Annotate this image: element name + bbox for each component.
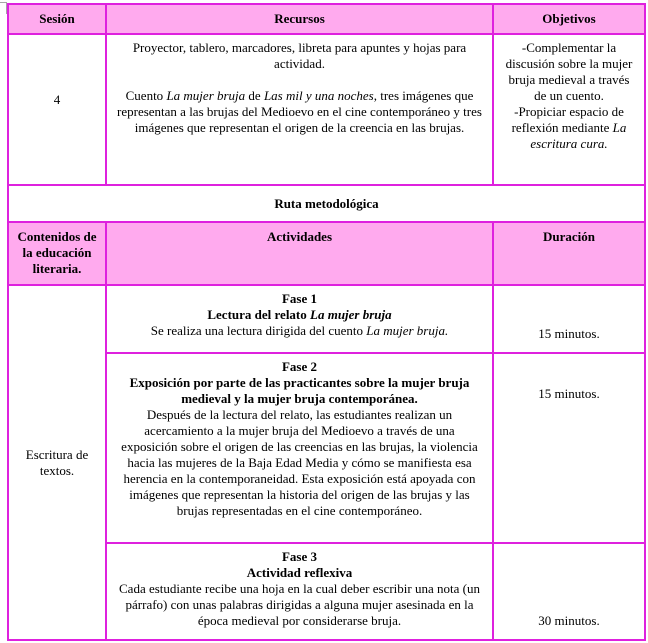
header-label-sesion: Sesión [39, 11, 75, 26]
duracion-fase-2: 15 minutos. [538, 386, 600, 401]
italic-title-las-mil-y-una-noches: Las mil y una noches [263, 88, 374, 103]
text-run: Cuento [125, 88, 167, 103]
header-label-duracion: Duración [543, 229, 595, 244]
header-cell-actividades [106, 222, 493, 285]
fase2-title: Fase 2 [281, 359, 318, 374]
cell-fase-1 [106, 285, 493, 353]
text-run: de [245, 88, 264, 103]
recursos-paragraph-2 [115, 88, 484, 136]
header-cell-recursos [106, 4, 493, 34]
table-row [8, 4, 645, 34]
lesson-plan-table [7, 3, 646, 641]
cell-duracion-fase-3 [493, 543, 645, 640]
italic-title-la-mujer-bruja: La mujer bruja [310, 307, 392, 322]
cell-session-number [8, 34, 106, 185]
table-row [8, 285, 645, 353]
table-row [8, 185, 645, 222]
header-label-objetivos: Objetivos [542, 11, 596, 26]
italic-title-la-escritura-cura: La escritura cura. [530, 120, 627, 151]
fase2-subtitle: Exposición por parte de las practicantes sobre la mujer bruja medieval y la mujer bruja contemporánea. [129, 375, 470, 406]
header-cell-objetivos [493, 4, 645, 34]
contenidos-value: Escritura de textos. [25, 446, 89, 478]
italic-title-la-mujer-bruja: La mujer bruja. [366, 323, 449, 338]
header-label-actividades: Actividades [267, 229, 332, 244]
table-row [8, 222, 645, 285]
cell-duracion-fase-2 [493, 353, 645, 543]
text-run: -Propiciar espacio de reflexión mediante [511, 104, 624, 135]
cell-duracion-fase-1 [493, 285, 645, 353]
text-run: , tres imágenes que representan a las brujas del Medioevo en el cine contemporáneo y tres imágenes que representan el origen de la creencia en las brujas. [117, 88, 482, 135]
session-number: 4 [53, 92, 61, 107]
cell-objetivos [493, 34, 645, 185]
duracion-fase-3: 30 minutos. [538, 613, 600, 628]
italic-title-la-mujer-bruja: La mujer bruja [166, 88, 246, 103]
duracion-fase-1: 15 minutos. [538, 326, 600, 341]
fase3-title: Fase 3 [281, 549, 318, 564]
fase3-body: Cada estudiante recibe una hoja en la cual deber escribir una nota (un párrafo) con unas palabras dirigidas a alguna mujer asesinada en la época medieval por considerarse bruja. [119, 581, 480, 628]
objetivo-paragraph-1: -Complementar la discusión sobre la mujer bruja medieval a través de un cuento. [505, 40, 633, 103]
fase3-subtitle: Actividad reflexiva [246, 565, 353, 580]
ruta-title: Ruta metodológica [274, 195, 379, 211]
header-cell-contenidos [8, 222, 106, 285]
cell-fase-2 [106, 353, 493, 543]
cell-recursos [106, 34, 493, 185]
text-run: Se realiza una lectura dirigida del cuento [150, 323, 367, 338]
text-run: Lectura del relato [207, 307, 311, 322]
fase2-body: Después de la lectura del relato, las estudiantes realizan un acercamiento a la mujer bruja del Medioevo a través de una exposición sobre el origen de las creencias en las brujas, la violencia hacia las mujeres de la Baja Edad Media y cómo se manifiesta esa herencia en la contemporaneidad. Esta exposición está apoyada con imágenes que representan la historia del origen de las brujas y las brujas representadas en el cine contemporáneo. [121, 407, 478, 518]
fase1-body [115, 323, 484, 339]
header-cell-sesion [8, 4, 106, 34]
fase1-title: Fase 1 [281, 291, 318, 306]
cell-contenidos-escritura [8, 285, 106, 640]
cell-ruta-metodologica [8, 185, 645, 222]
table-row [8, 34, 645, 185]
fase1-subtitle [115, 307, 484, 323]
recursos-paragraph-1: Proyector, tablero, marcadores, libreta para apuntes y hojas para actividad. [132, 40, 467, 71]
header-label-contenidos: Contenidos de la educación literaria. [17, 229, 97, 276]
blank-line [115, 72, 484, 88]
header-label-recursos: Recursos [274, 11, 325, 26]
cell-fase-3 [106, 543, 493, 640]
header-cell-duracion [493, 222, 645, 285]
objetivo-paragraph-2 [502, 104, 636, 152]
